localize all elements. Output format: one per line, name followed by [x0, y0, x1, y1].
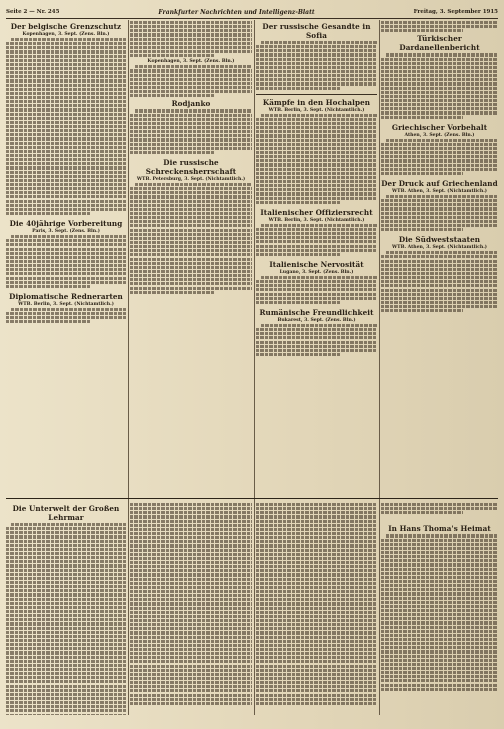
feuilleton-column-3: [256, 502, 377, 715]
article-dateline: Bukarest, 3. Sept. (Zens. Bln.): [277, 317, 356, 323]
article-schreckensherrschaft: [130, 158, 252, 294]
article-offiziersrecht: [256, 208, 377, 256]
article-nervositaet: [256, 260, 377, 304]
article-dateline: Paris, 3. Sept. (Zens. Bln.): [32, 229, 100, 235]
article-dateline: Kopenhagen, 3. Sept. (Zens. Bln.): [147, 59, 235, 65]
article-title: Der russische Gesandte in Sofia: [262, 22, 371, 40]
article-vorbehalt: [381, 123, 498, 175]
article-title: Die 40jährige Vorbereitung: [9, 219, 123, 229]
issue-date: Freitag, 3. September 1915: [413, 9, 498, 15]
article-belgische-grenzschutz: [6, 22, 126, 215]
article-title: Der belgische Grenzschutz: [10, 22, 122, 31]
article-title: Rodjanko: [171, 99, 211, 109]
article-title: Der Druck auf Griechenland: [381, 178, 498, 188]
page-number: Seite 2 — Nr. 245: [6, 9, 60, 15]
article-title: Die russische Schreckensherrschaft: [145, 157, 237, 176]
newspaper-title: Frankfurter Nachrichten und Intelligenz-Blatt: [158, 8, 315, 16]
columns: [6, 20, 498, 715]
article-title: Italienische Nervosität: [269, 259, 364, 269]
article-title: Kämpfe in den Hochalpen: [262, 97, 371, 107]
article-suedweststaaten: [381, 235, 498, 312]
article-rednerarten: [6, 292, 126, 324]
masthead: [6, 6, 498, 19]
article-tuerkischer-bericht: [381, 34, 498, 118]
article-vorbereitung: [6, 219, 126, 288]
article-dateline: WTB. Athen, 3. Sept. (Nichtamtlich.): [392, 245, 487, 251]
feuilleton-column-4: [381, 502, 498, 715]
article-dateline: WTB. Petersburg, 3. Sept. (Nichtamtlich.): [136, 176, 246, 182]
article-dateline: WTB. Berlin, 3. Sept. (Nichtamtlich.): [18, 301, 114, 307]
feuilleton-title: Die Unterwelt der Großen Lehrmar: [12, 504, 120, 522]
article-title: Die Südweststaaten: [398, 235, 481, 245]
article-title: Griechischer Vorbehalt: [391, 122, 488, 132]
article-rodjanko: [130, 99, 252, 154]
feuilleton-title: In Hans Thoma's Heimat: [388, 524, 491, 534]
article-dateline: WTB. Berlin, 3. Sept. (Nichtamtlich.): [268, 107, 365, 113]
article-dateline: WTB. Athen, 3. Sept. (Nichtamtlich.): [392, 188, 487, 194]
article-dateline: WTB. Berlin, 3. Sept. (Nichtamtlich.): [268, 217, 365, 223]
article-dateline: Lugano, 3. Sept. (Zens. Bln.): [279, 269, 354, 275]
article-title: Italienischer Offiziersrecht: [260, 207, 373, 217]
article-druck-griechenland: [381, 179, 498, 231]
article-kaempfe-hochalpen: [256, 98, 377, 204]
article-freundlichkeit: [256, 308, 377, 356]
article-title: Diplomatische Rednerarten: [9, 291, 123, 301]
article-dateline: Kopenhagen, 3. Sept. (Zens. Bln.): [22, 32, 110, 37]
section-divider: [6, 498, 498, 499]
article-title: Rumänische Freundlichkeit: [259, 307, 374, 317]
article-title: Türkischer Dardanellenbericht: [399, 34, 480, 53]
article-gesandte-sofia: [256, 22, 377, 90]
feuilleton-column-2: [130, 502, 252, 715]
article-dateline: Athen, 3. Sept. (Zens. Bln.): [404, 132, 475, 138]
feuilleton-column-1: [6, 502, 126, 715]
